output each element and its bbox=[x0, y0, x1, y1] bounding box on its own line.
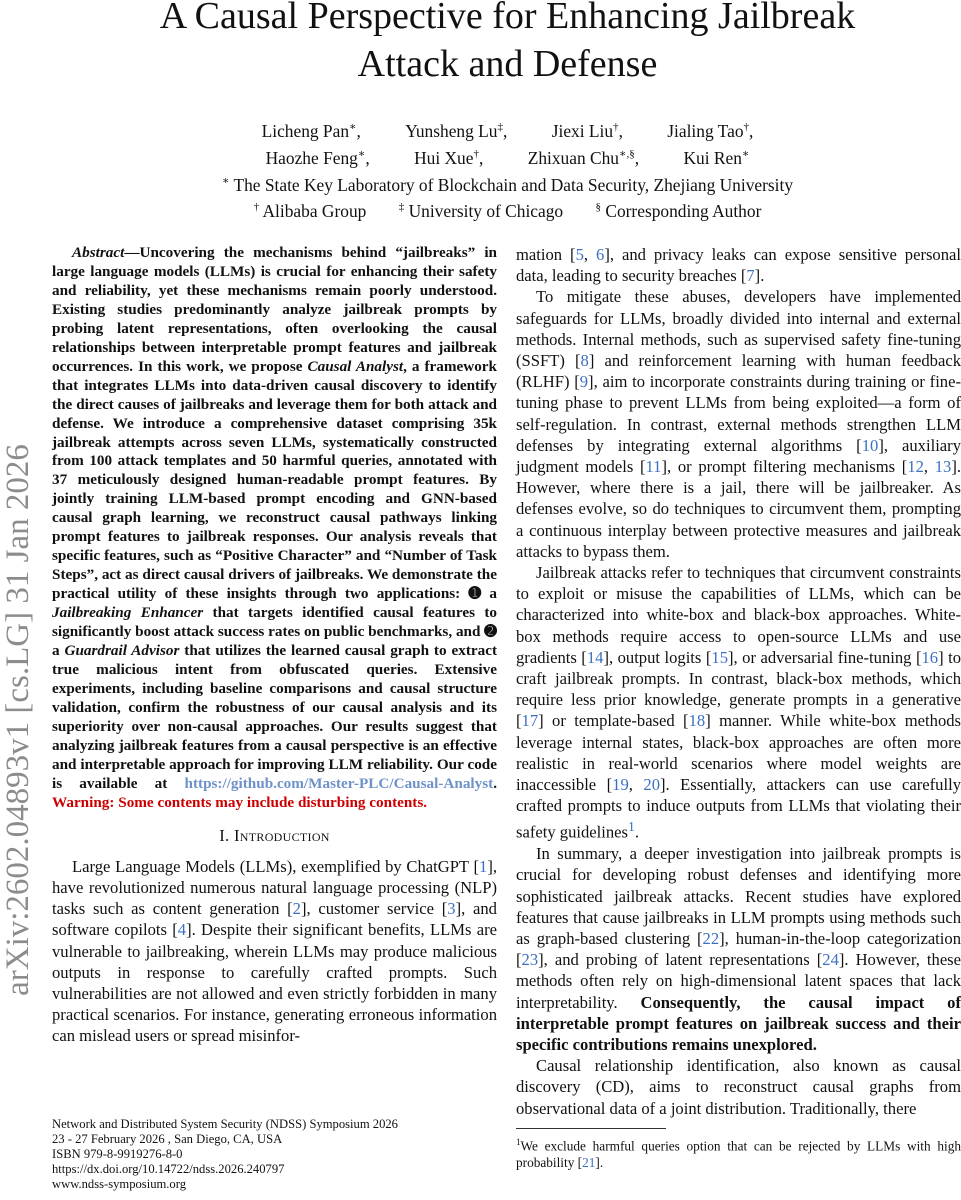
citation[interactable]: 18 bbox=[688, 711, 706, 731]
citation[interactable]: 11 bbox=[645, 457, 662, 477]
intro-paragraph-1-continued: mation [5, 6], and privacy leaks can expose sensitive personal data, leading to security breaches [7]. bbox=[516, 245, 961, 286]
intro-paragraph-1: Large Language Models (LLMs), exemplified by ChatGPT [1], have revolutionized numerous natural language processing (NLP) tasks such as content generation [2], customer service [3], and software copilots [4]. Despite their significant benefits, LLMs are vulnerable to jailbreaking, wherein LLMs may produce malicious outputs in response to carefully crafted prompts. Such vulnerabilities are not allowed and even strictly forbidden in many practical scenarios. For instance, generating erroneous information can mislead users or spread misinfor- bbox=[52, 856, 498, 1046]
citation[interactable]: 19 bbox=[612, 775, 629, 795]
affiliation: † Alibaba Group bbox=[253, 201, 367, 222]
citation[interactable]: 8 bbox=[580, 351, 589, 371]
citation[interactable]: 10 bbox=[861, 435, 879, 455]
footnote-divider bbox=[516, 1128, 666, 1129]
author: Hui Xue†, bbox=[414, 147, 484, 168]
affiliation: ‡ University of Chicago bbox=[398, 201, 564, 222]
venue-line: https://dx.doi.org/10.14722/ndss.2026.240797 bbox=[52, 1162, 285, 1177]
author-block bbox=[60, 116, 955, 223]
citation[interactable]: 20 bbox=[643, 775, 660, 795]
affiliation: § Corresponding Author bbox=[595, 201, 762, 222]
citation[interactable]: 13 bbox=[934, 457, 952, 477]
citation[interactable]: 21 bbox=[582, 1155, 596, 1171]
author-row-2 bbox=[60, 143, 955, 170]
citation[interactable]: 1 bbox=[479, 856, 488, 876]
affiliation-line-2 bbox=[60, 196, 955, 223]
intro-paragraph-2: To mitigate these abuses, developers have implemented safeguards for LLMs, broadly divided into internal and external methods. Internal methods, such as supervised safety fine-tuning (SSFT) [8] and reinforcement learning with human feedback (RLHF) [9], aim to incorporate constraints during training or fine-tuning phase to prevent LLMs from being exploited—a form of self-regulation. In contrast, external methods strengthen LLM defenses by integrating external algorithms [10], auxiliary judgment models [11], or prompt filtering mechanisms [12, 13]. However, where there is a jail, there will be jailbreaker. As defenses evolve, so do techniques to circumvent them, prompting a continuous interplay between protective measures and jailbreak attacks to bypass them. bbox=[516, 287, 961, 561]
content-warning: Warning: Some contents may include disturbing contents. bbox=[52, 793, 428, 811]
author: Jiexi Liu†, bbox=[551, 120, 623, 141]
author-row-1 bbox=[60, 116, 955, 143]
citation[interactable]: 24 bbox=[822, 950, 839, 970]
footnote-marker[interactable]: 1 bbox=[627, 819, 635, 835]
author: Yunsheng Lu‡, bbox=[405, 120, 508, 141]
citation[interactable]: 16 bbox=[921, 647, 939, 667]
venue-info bbox=[52, 1117, 492, 1192]
intro-paragraph-5: Causal relationship identification, also known as causal discovery (CD), aims to reconstruct causal graphs from observational data of a joint distribution. Traditionally, there bbox=[516, 1056, 961, 1118]
citation[interactable]: 2 bbox=[292, 899, 301, 919]
code-link[interactable]: https://github.com/Master-PLC/Causal-Analyst bbox=[184, 774, 494, 792]
citation[interactable]: 15 bbox=[711, 647, 728, 667]
venue-line: Network and Distributed System Security (NDSS) Symposium 2026 bbox=[52, 1117, 398, 1131]
citation[interactable]: 5 bbox=[575, 245, 584, 264]
citation[interactable]: 23 bbox=[521, 950, 539, 970]
paper-title bbox=[60, 0, 955, 88]
venue-line: www.ndss-symposium.org bbox=[52, 1177, 186, 1192]
citation[interactable]: 3 bbox=[447, 899, 456, 919]
citation[interactable]: 4 bbox=[177, 920, 187, 940]
right-column bbox=[516, 244, 961, 1119]
citation[interactable]: 7 bbox=[746, 266, 755, 286]
arxiv-stamp: arXiv:2602.04893v1 [cs.LG] 31 Jan 2026 bbox=[0, 444, 36, 996]
author: Licheng Pan∗, bbox=[261, 120, 361, 141]
venue-line: ISBN 979-8-9919276-8-0 bbox=[52, 1147, 183, 1162]
title-line-1: A Causal Perspective for Enhancing Jailbreak bbox=[159, 0, 856, 37]
citation[interactable]: 22 bbox=[702, 929, 720, 949]
citation[interactable]: 9 bbox=[579, 372, 589, 392]
author: Zhixuan Chu∗,§, bbox=[527, 147, 640, 168]
left-column bbox=[52, 244, 497, 1047]
affiliation-line-1: ∗ The State Key Laboratory of Blockchain and Data Security, Zhejiang University bbox=[221, 174, 794, 195]
abstract: Abstract—Uncovering the mechanisms behind “jailbreaks” in large language models (LLMs) is crucial for enhancing their safety and reliability, yet these mechanisms remain poorly understood. Existing studies predominantly analyze jailbreak prompts by probing latent representations, often overlooking the causal relationships between interpretable prompt features and jailbreak occurrences. In this work, we propose Causal Analyst, a framework that integrates LLMs into data-driven causal discovery to identify the direct causes of jailbreaks and leverage them for both attack and defense. We introduce a comprehensive dataset comprising 35k jailbreak attempts across seven LLMs, systematically constructed from 100 attack templates and 50 harmful queries, annotated with 37 meticulously designed human-readable prompt features. By jointly training LLM-based prompt encoding and GNN-based causal graph learning, we reconstruct causal pathways linking prompt features to jailbreak responses. Our analysis reveals that specific features, such as “Positive Character” and “Number of Task Steps”, act as direct causal drivers of jailbreaks. We demonstrate the practical utility of these insights through two applications: ➊ a Jailbreaking Enhancer that targets identified causal features to significantly boost attack success rates on public benchmarks, and ➋ a Guardrail Advisor that utilizes the learned causal graph to extract true malicious intent from obfuscated queries. Extensive experiments, including baseline comparisons and causal structure validation, confirm the robustness of our causal analysis and its superiority over non-causal approaches. Our results suggest that analyzing jailbreak features from a causal perspective is an effective and interpretable approach for improving LLM reliability. Our code is available at https://github.com/Master-PLC/Causal-Analyst. Warning: Some contents may include disturbing contents. bbox=[52, 244, 498, 811]
intro-paragraph-4: In summary, a deeper investigation into jailbreak prompts is crucial for developing robust defenses and identifying more sophisticated jailbreak attacks. Recent studies have explored features that cause jailbreaks in LLM prompts using methods such as graph-based clustering [22], human-in-the-loop categorization [23], and probing of latent representations [24]. However, these methods often rely on high-dimensional latent spaces that lack interpretability. Consequently, the causal impact of interpretable prompt features on jailbreak success and their specific contributions remains unexplored. bbox=[516, 844, 961, 1055]
key-claim: Consequently, the causal impact of interpretable prompt features on jailbreak success and their specific contributions remains unexplored. bbox=[516, 992, 961, 1055]
section-heading: I. Introduction bbox=[219, 825, 330, 845]
citation[interactable]: 6 bbox=[596, 245, 605, 264]
citation[interactable]: 12 bbox=[907, 457, 924, 477]
citation[interactable]: 14 bbox=[586, 647, 604, 667]
author: Haozhe Feng∗, bbox=[265, 147, 370, 168]
author: Jialing Tao†, bbox=[667, 120, 754, 141]
footnote: $^1$We exclude harmful queries option that can be rejected by LLMs with high probability [21]. bbox=[516, 1137, 961, 1171]
title-line-2: Attack and Defense bbox=[357, 43, 658, 85]
citation[interactable]: 17 bbox=[521, 711, 539, 731]
intro-paragraph-3: Jailbreak attacks refer to techniques that circumvent constraints to exploit or misuse the capabilities of LLMs, which can be characterized into white-box and black-box approaches. White-box methods require access to open-source LLMs and use gradients [14], output logits [15], or adversarial fine-tuning [16] to craft jailbreak prompts. In contrast, black-box methods, which require less prior knowledge, generate prompts in a generative [17] or template-based [18] manner. While white-box methods leverage internal states, black-box approaches are often more realistic in real-world scenarios where model weights are inaccessible [19, 20]. Essentially, attackers can use carefully crafted prompts to induce outputs from LLMs that violating their safety guidelines$^1$. bbox=[516, 563, 961, 843]
author: Kui Ren∗ bbox=[683, 147, 750, 168]
venue-line: 23 - 27 February 2026 , San Diego, CA, USA bbox=[52, 1132, 283, 1147]
